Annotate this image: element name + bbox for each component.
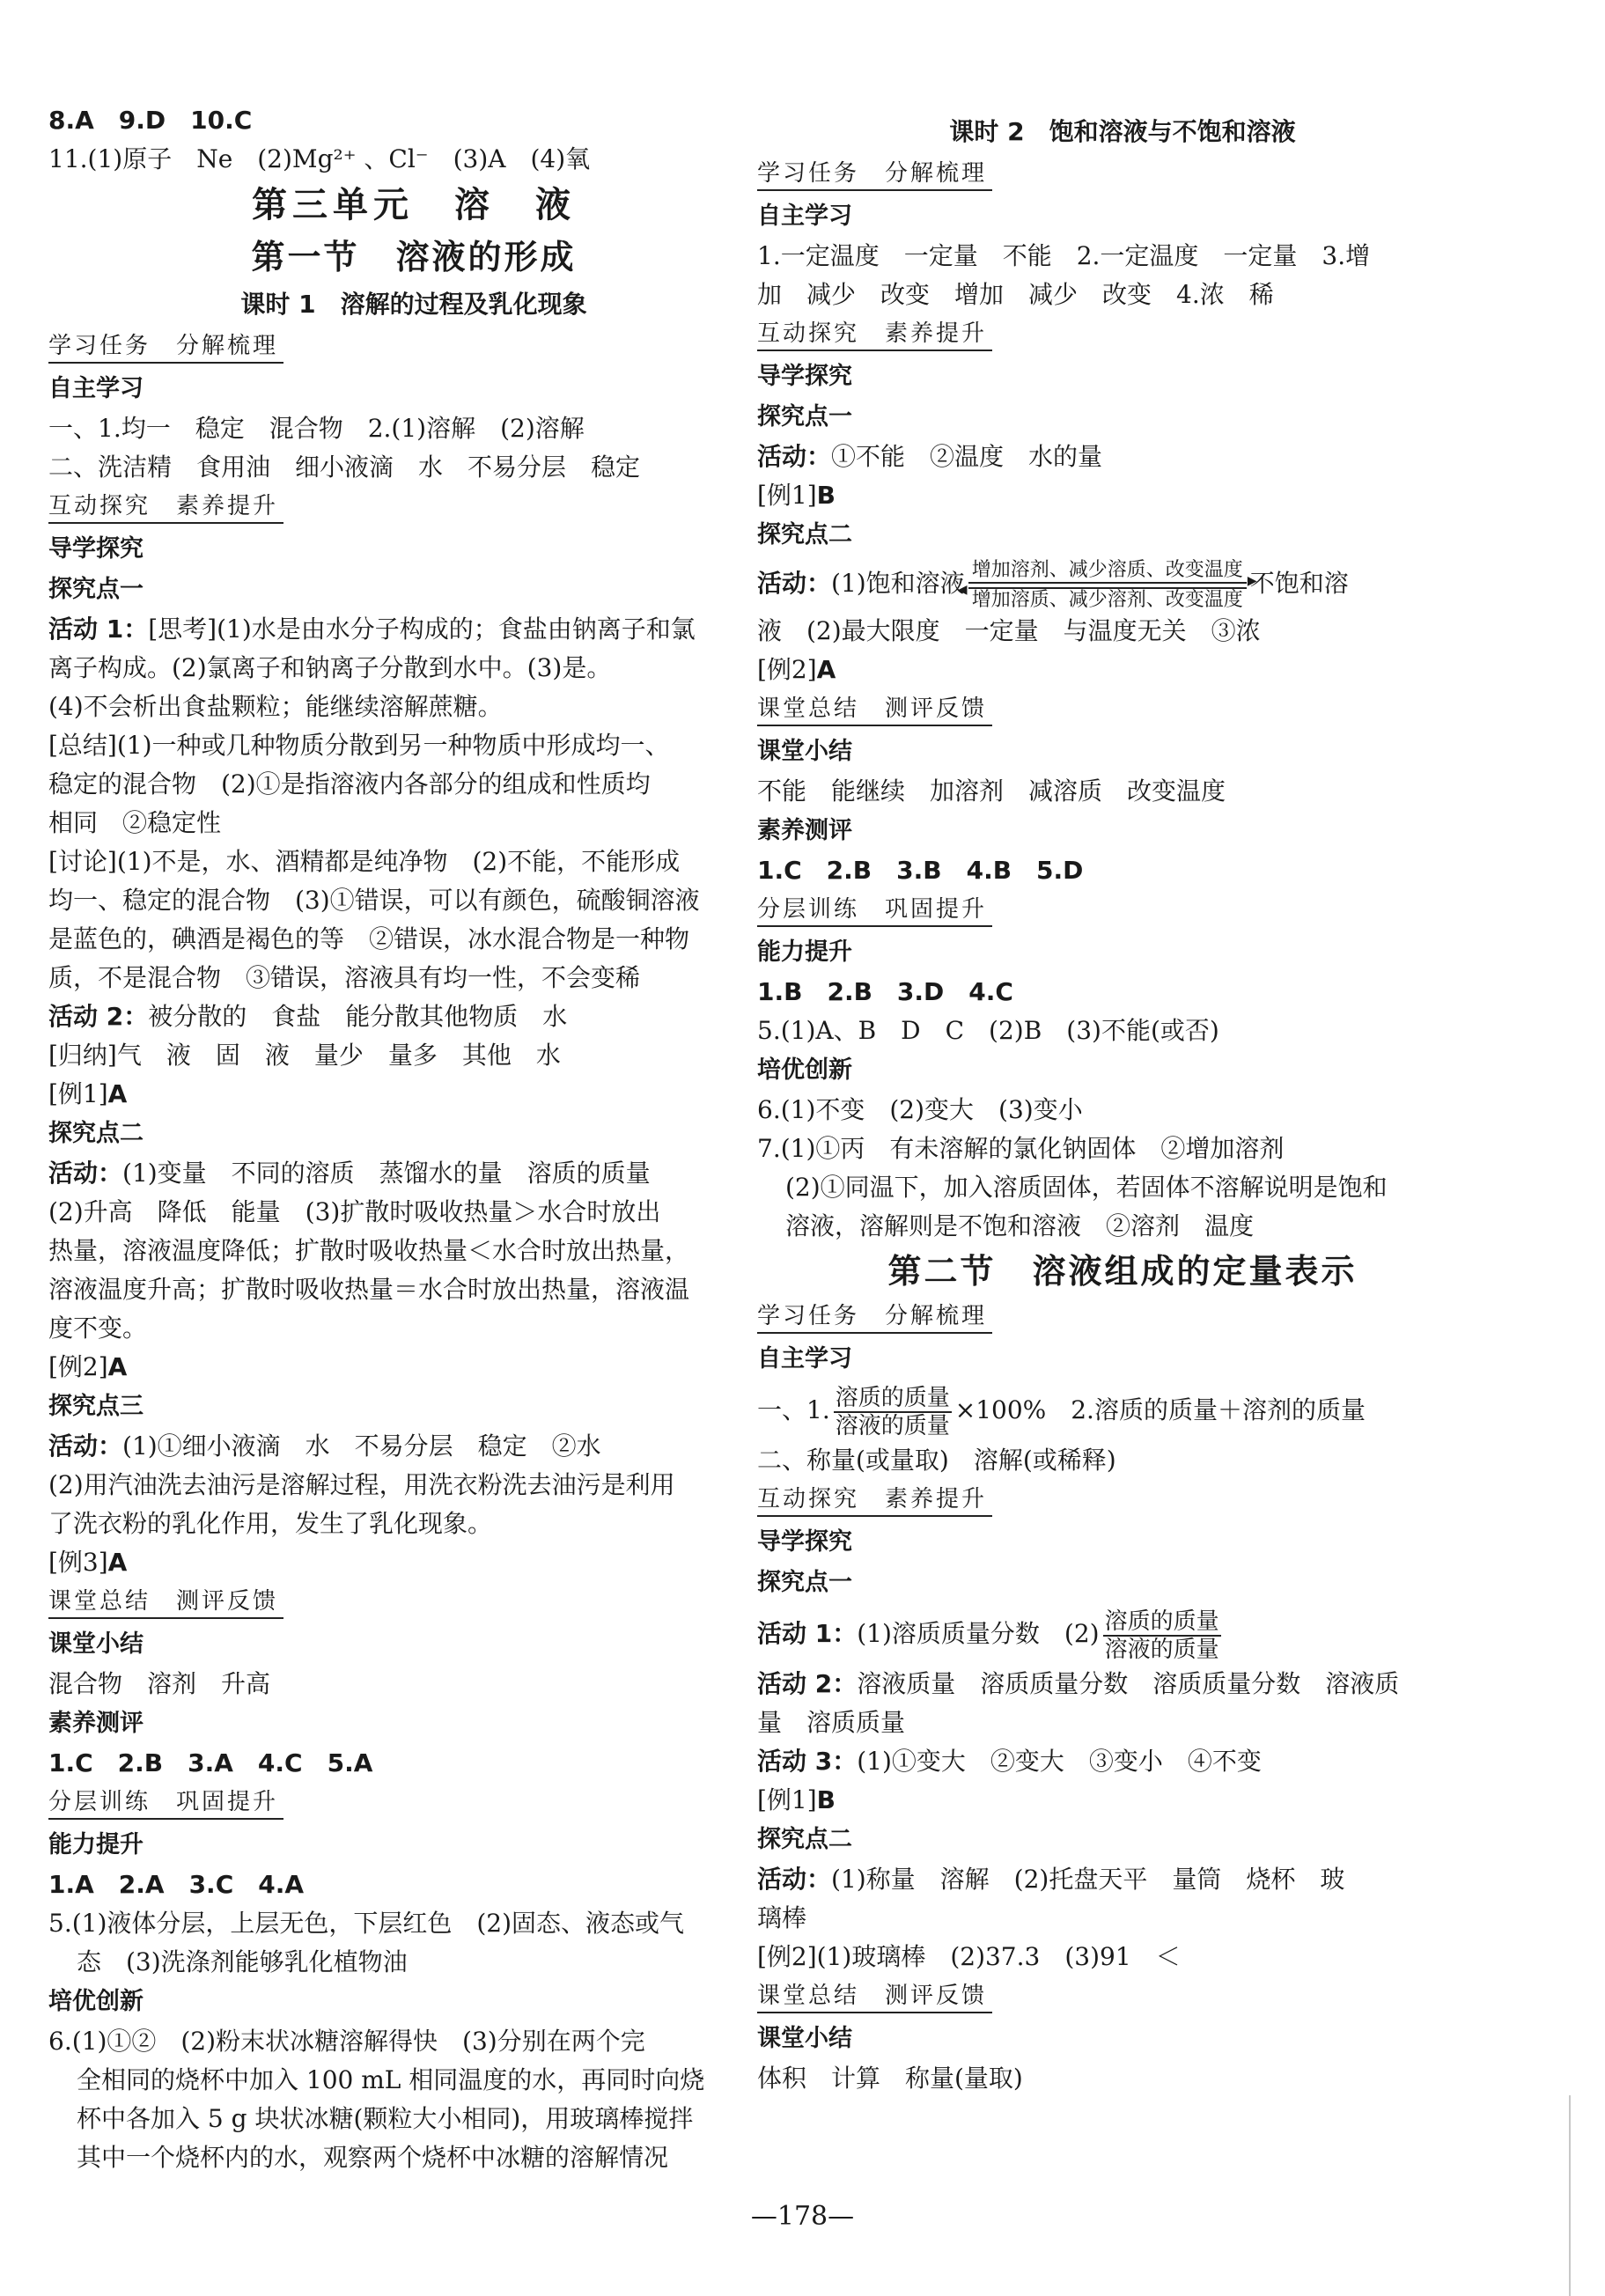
section-label: 互动探究 素养提升 [757,318,992,351]
section-label: 互动探究 素养提升 [757,1483,992,1517]
subheading: 自主学习 [757,1345,852,1372]
example-answer: [例3]A [48,1548,128,1577]
answer-line: 1.一定温度 一定量 不能 2.一定温度 一定量 3.增 [757,241,1371,270]
answer-line: 1.B 2.B 3.D 4.C [757,977,1013,1006]
answer-line: [讨论](1)不是，水、酒精都是纯净物 (2)不能，不能形成 [48,847,681,876]
subheading: 自主学习 [757,202,852,230]
section-title: 第二节 溶液组成的定量表示 [887,1251,1358,1291]
formula-line: 一、1. $\frac{\text{溶质的质量}}{\text{溶液的质量}}$ ×100% 2.溶质的质量＋溶剂的质量 [757,1384,1366,1439]
section-label: 课堂总结 测评反馈 [48,1586,283,1619]
answer-line: 7.(1)①丙 有未溶解的氯化钠固体 ②增加溶剂 [757,1134,1285,1163]
prev-answers-1: 8.A 9.D 10.C [48,106,253,135]
answer-line: 是蓝色的，碘酒是褐色的等 ②错误，冰水混合物是一种物 [48,924,690,953]
subheading: 能力提升 [757,938,852,966]
subheading: 素养测评 [48,1710,144,1737]
subheading: 课堂小结 [757,2025,852,2052]
section-title: 第一节 溶液的形成 [251,237,577,276]
answer-line: 量 溶质质量 [757,1708,906,1737]
subheading: 探究点二 [757,521,852,548]
answer-line: 1.A 2.A 3.C 4.A [48,1870,305,1899]
answer-line: 璃棒 [757,1903,807,1932]
answer-line: [总结](1)一种或几种物质分散到另一种物质中形成均一、 [48,731,670,760]
answer-line: 活动 2：被分散的 食盐 能分散其他物质 水 [48,1002,568,1031]
subheading: 探究点一 [757,403,852,430]
subheading: 自主学习 [48,375,144,402]
answer-line-arrows: 活动：(1)饱和溶液 增加溶剂、减少溶质、改变温度 ▶ ◀ 增加溶质、减少溶剂、改变温度 不饱和溶 [757,556,1488,612]
subheading: 导学探究 [48,535,144,563]
subheading: 导学探究 [757,363,852,390]
answer-line: 热量，溶液温度降低；扩散时吸收热量＜水合时放出热量， [48,1236,690,1265]
subheading: 能力提升 [48,1831,144,1858]
answer-line: 6.(1)不变 (2)变大 (3)变小 [757,1095,1083,1124]
example-answer: [例1]A [48,1079,128,1108]
subheading: 导学探究 [757,1528,852,1556]
subheading: 培优创新 [48,1988,144,2015]
answer-line: 活动：(1)变量 不同的溶质 蒸馏水的量 溶质的质量 [48,1159,651,1188]
prev-answers-2: 11.(1)原子 Ne (2)Mg²⁺ 、Cl⁻ (3)A (4)氧 [48,144,591,173]
subheading: 培优创新 [757,1056,852,1084]
formula-line: 活动 1：(1)溶质质量分数 (2) $\frac{\text{溶质的质量}}{\text{溶液的质量}}$ [757,1608,1219,1663]
subheading: 探究点一 [48,576,144,603]
answer-line: 溶液温度升高；扩散时吸收热量＝水合时放出热量，溶液温 [48,1275,690,1304]
lesson-title: 课时 1 溶解的过程及乳化现象 [240,290,587,319]
answer-line: 液 (2)最大限度 一定量 与温度无关 ③浓 [757,616,1261,645]
answer-line: (2)①同温下，加入溶质固体，若固体不溶解说明是饱和 [785,1173,1388,1202]
answer-line: 活动 2：溶液质量 溶质质量分数 溶质质量分数 溶液质 [757,1669,1400,1698]
conversion-arrows: 增加溶剂、减少溶质、改变温度 ▶ ◀ 增加溶质、减少溶剂、改变温度 [968,559,1247,612]
answer-line: 质，不是混合物 ③错误，溶液具有均一性，不会变稀 [48,963,641,992]
section-label: 课堂总结 测评反馈 [757,693,992,726]
answer-line: 活动：(1)称量 溶解 (2)托盘天平 量筒 烧杯 玻 [757,1865,1345,1894]
answer-line: (2)用汽油洗去油污是溶解过程，用洗衣粉洗去油污是利用 [48,1470,675,1499]
answer-line: 1.C 2.B 3.A 4.C 5.A [48,1748,373,1777]
answer-line: (4)不会析出食盐颗粒；能继续溶解蔗糖。 [48,692,503,721]
answer-line: 了洗衣粉的乳化作用，发生了乳化现象。 [48,1509,493,1538]
subheading: 探究点三 [48,1393,144,1420]
example-answer: [例2]A [48,1352,128,1381]
answer-line: 活动 1：[思考](1)水是由水分子构成的；食盐由钠离子和氯 [48,614,696,644]
left-column [48,101,779,2177]
answer-line: 其中一个烧杯内的水，观察两个烧杯中冰糖的溶解情况 [77,2143,669,2172]
answer-line: 溶液，溶解则是不饱和溶液 ②溶剂 温度 [785,1211,1255,1240]
subheading: 探究点二 [48,1120,144,1147]
answer-line: 均一、稳定的混合物 (3)①错误，可以有颜色，硫酸铜溶液 [48,886,700,915]
answer-line: (2)升高 降低 能量 (3)扩散时吸收热量＞水合时放出 [48,1197,661,1226]
section-label: 分层训练 巩固提升 [48,1786,283,1820]
answer-line: 杯中各加入 5 g 块状冰糖(颗粒大小相同)，用玻璃棒搅拌 [77,2104,694,2133]
answer-line: 加 减少 改变 增加 减少 改变 4.浓 稀 [757,280,1274,309]
page-number: —178— [750,2201,855,2232]
answer-line: 全相同的烧杯中加入 100 mL 相同温度的水，再同时向烧 [77,2065,705,2094]
lesson-title: 课时 2 饱和溶液与不饱和溶液 [949,117,1296,146]
mass-fraction: $\frac{\text{溶质的质量}}{\text{溶液的质量}}$ [835,1384,950,1439]
unit-title: 第三单元 溶 液 [252,184,576,225]
answer-line: 活动：(1)①细小液滴 水 不易分层 稳定 ②水 [48,1431,601,1461]
subheading: 课堂小结 [48,1630,144,1658]
section-label: 分层训练 巩固提升 [757,894,992,927]
example-answer: [例1]B [757,1785,836,1814]
subheading: 探究点二 [757,1826,852,1853]
section-label: 互动探究 素养提升 [48,490,283,524]
section-label: 学习任务 分解梳理 [757,1300,992,1334]
answer-line: 体积 计算 称量(量取) [757,2064,1023,2093]
example-answer: [例2]A [757,655,836,684]
answer-line: 二、洗洁精 食用油 细小液滴 水 不易分层 稳定 [48,453,641,482]
answer-line: 1.C 2.B 3.B 4.B 5.D [757,856,1084,885]
answer-line: 5.(1)A、B D C (2)B (3)不能(或否) [757,1016,1219,1045]
example-answer: [例1]B [757,481,836,510]
subheading: 素养测评 [757,817,852,844]
mass-fraction: $\frac{\text{溶质的质量}}{\text{溶液的质量}}$ [1104,1608,1219,1663]
answer-line: 不能 能继续 加溶剂 减溶质 改变温度 [757,776,1226,806]
right-column [757,110,1488,2098]
answer-line: 稳定的混合物 (2)①是指溶液内各部分的组成和性质均 [48,769,651,798]
subheading: 课堂小结 [757,738,852,765]
answer-line: 混合物 溶剂 升高 [48,1669,271,1698]
section-label: 学习任务 分解梳理 [757,158,992,191]
answer-line: 5.(1)液体分层，上层无色，下层红色 (2)固态、液态或气 [48,1909,685,1938]
section-label: 课堂总结 测评反馈 [757,1980,992,2013]
answer-line: 活动 3：(1)①变大 ②变大 ③变小 ④不变 [757,1747,1262,1776]
answer-line: 活动：①不能 ②温度 水的量 [757,442,1103,471]
answer-line: 一、1.均一 稳定 混合物 2.(1)溶解 (2)溶解 [48,414,585,443]
answer-line: 相同 ②稳定性 [48,808,222,837]
answer-line: 态 (3)洗涤剂能够乳化植物油 [77,1947,408,1976]
section-label: 学习任务 分解梳理 [48,330,283,364]
page-fold-shadow [1569,2095,1571,2296]
answer-line: 二、称量(或量取) 溶解(或稀释) [757,1446,1116,1475]
answer-line: 度不变。 [48,1314,148,1343]
subheading: 探究点一 [757,1569,852,1596]
example-answer: [例2](1)玻璃棒 (2)37.3 (3)91 ＜ [757,1942,1181,1971]
answer-line: 离子构成。(2)氯离子和钠离子分散到水中。(3)是。 [48,653,612,682]
answer-line: 6.(1)①② (2)粉末状冰糖溶解得快 (3)分别在两个完 [48,2027,645,2056]
answer-line: [归纳]气 液 固 液 量少 量多 其他 水 [48,1041,561,1070]
